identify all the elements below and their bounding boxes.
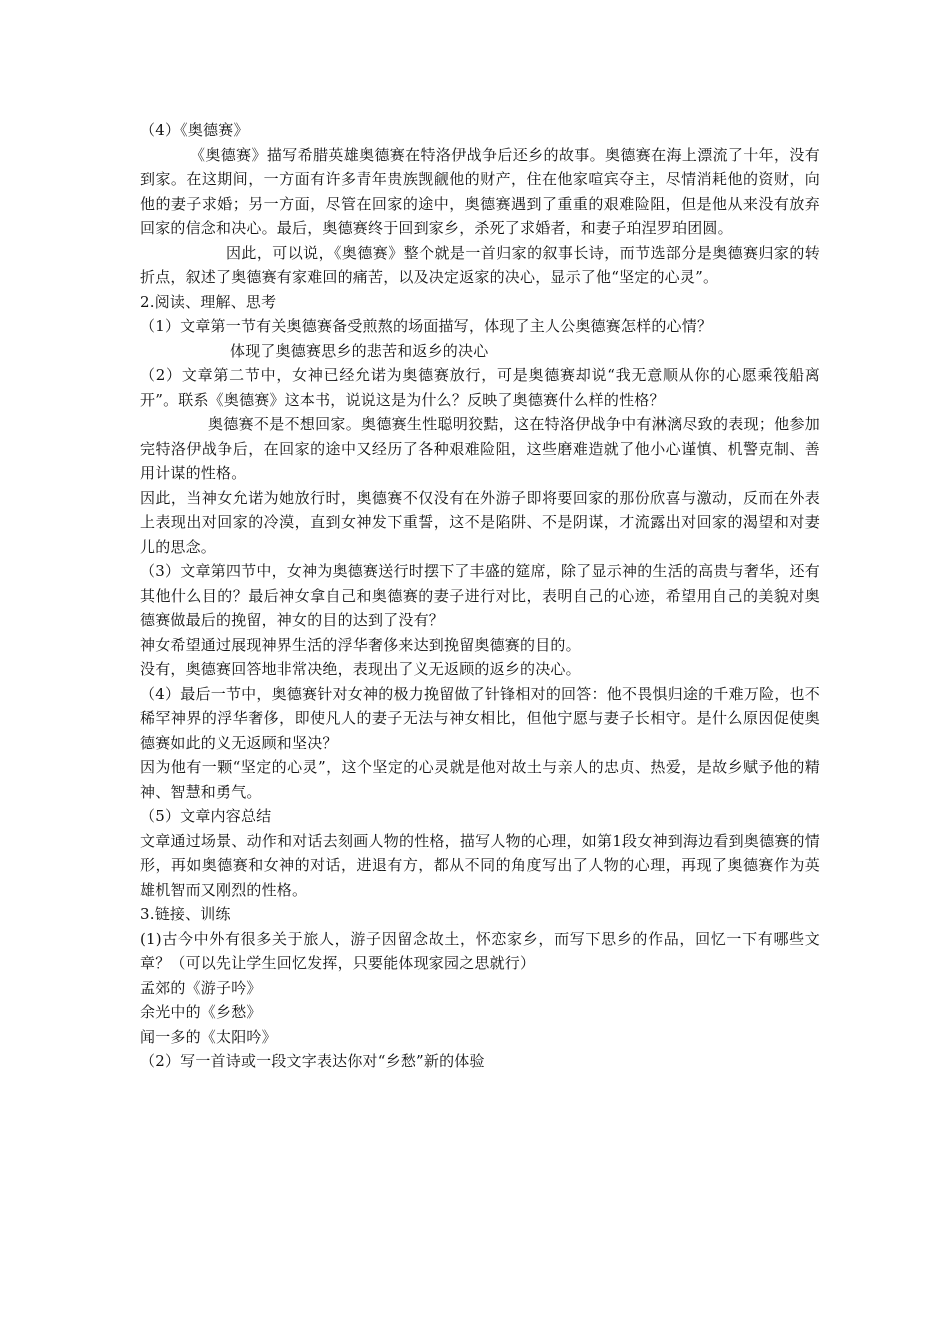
question-5: （5）文章内容总结 xyxy=(140,807,272,825)
answer-1: 体现了奥德赛思乡的悲苦和返乡的决心 xyxy=(230,341,489,360)
work-item: 孟郊的《游子吟》 xyxy=(140,978,262,997)
answer-5: 文章通过场景、动作和对话去刻画人物的性格，描写人物的心理，如第1段女神到海边看到奥德赛的情形，再如奥德赛和女神的对话，进退有方，都从不同的角度写出了人物的心理，再现了奥德赛作为英雄机智而又刚烈的性格。 xyxy=(140,831,820,899)
answer-3-paragraph-2: 没有，奥德赛回答地非常决绝，表现出了义无返顾的返乡的决心。 xyxy=(140,660,581,678)
answer-2-paragraph-1: 奥德赛不是不想回家。奥德赛生性聪明狡黠，这在特洛伊战争中有淋漓尽致的表现；他参加完特洛伊战争后，在回家的途中又经历了各种艰难险阻，这些磨难造就了他小心谨慎、机警克制、善用计谋的性格。 xyxy=(140,415,820,482)
part2-heading: 2.阅读、理解、思考 xyxy=(140,292,277,311)
section-heading-odyssey: （4）《奥德赛》 xyxy=(140,121,249,139)
training-question-1: (1)古今中外有很多关于旅人，游子因留念故土，怀恋家乡，而写下思乡的作品，回忆一下有哪些文章？（可以先让学生回忆发挥，只要能体现家园之思就行） xyxy=(140,929,820,972)
work-item: 闻一多的《太阳吟》 xyxy=(140,1027,277,1046)
question-1: （1）文章第一节有关奥德赛备受煎熬的场面描写，体现了主人公奥德赛怎样的心情？ xyxy=(140,317,713,335)
document-page xyxy=(140,118,820,1074)
answer-2-paragraph-2: 因此，当神女允诺为她放行时，奥德赛不仅没有在外游子即将要回家的那份欣喜与激动，反而在外表上表现出对回家的冷漠，直到女神发下重誓，这不是陷阱、不是阴谋，才流露出对回家的渴望和对妻儿的思念。 xyxy=(140,488,820,556)
question-3: （3）文章第四节中，女神为奥德赛送行时摆下了丰盛的筵席，除了显示神的生活的高贵与奢华，还有其他什么目的？最后神女拿自己和奥德赛的妻子进行对比，表明自己的心迹，希望用自己的美貌对奥德赛做最后的挽留，神女的目的达到了没有？ xyxy=(140,562,820,629)
training-question-2: （2）写一首诗或一段文字表达你对“乡愁”新的体验 xyxy=(140,1052,485,1070)
answer-3-paragraph-1: 神女希望通过展现神界生活的浮华奢侈来达到挽留奥德赛的目的。 xyxy=(140,635,581,654)
odyssey-summary-paragraph: 《奥德赛》描写希腊英雄奥德赛在特洛伊战争后还乡的故事。奥德赛在海上漂流了十年，没有到家。在这期间，一方面有许多青年贵族觊觎他的财产，住在他家喧宾夺主，尽情消耗他的资财，向他的妻子求婚；另一方面，尽管在回家的途中，奥德赛遇到了重重的艰难险阻，但是他从来没有放弃回家的信念和决心。最后，奥德赛终于回到家乡，杀死了求婚者，和妻子珀涅罗珀团圆。 xyxy=(140,145,820,237)
work-item: 余光中的《乡愁》 xyxy=(140,1003,262,1021)
question-2: （2）文章第二节中，女神已经允诺为奥德赛放行，可是奥德赛却说“我无意顺从你的心愿乘筏船离开”。联系《奥德赛》这本书，说说这是为什么？反映了奥德赛什么样的性格？ xyxy=(140,366,820,409)
answer-4: 因为他有一颗“坚定的心灵”，这个坚定的心灵就是他对故土与亲人的忠贞、热爱，是故乡赋予他的精神、智慧和勇气。 xyxy=(140,758,820,801)
question-4: （4）最后一节中，奥德赛针对女神的极力挽留做了针锋相对的回答：他不畏惧归途的千难万险，也不稀罕神界的浮华奢侈，即使凡人的妻子无法与神女相比，但他宁愿与妻子长相守。是什么原因促使奥德赛如此的义无返顾和坚决？ xyxy=(140,684,820,752)
part3-heading: 3.链接、训练 xyxy=(140,905,231,923)
odyssey-conclusion-paragraph: 因此，可以说，《奥德赛》整个就是一首归家的叙事长诗，而节选部分是奥德赛归家的转折点，叙述了奥德赛有家难回的痛苦，以及决定返家的决心，显示了他“坚定的心灵”。 xyxy=(140,243,820,286)
